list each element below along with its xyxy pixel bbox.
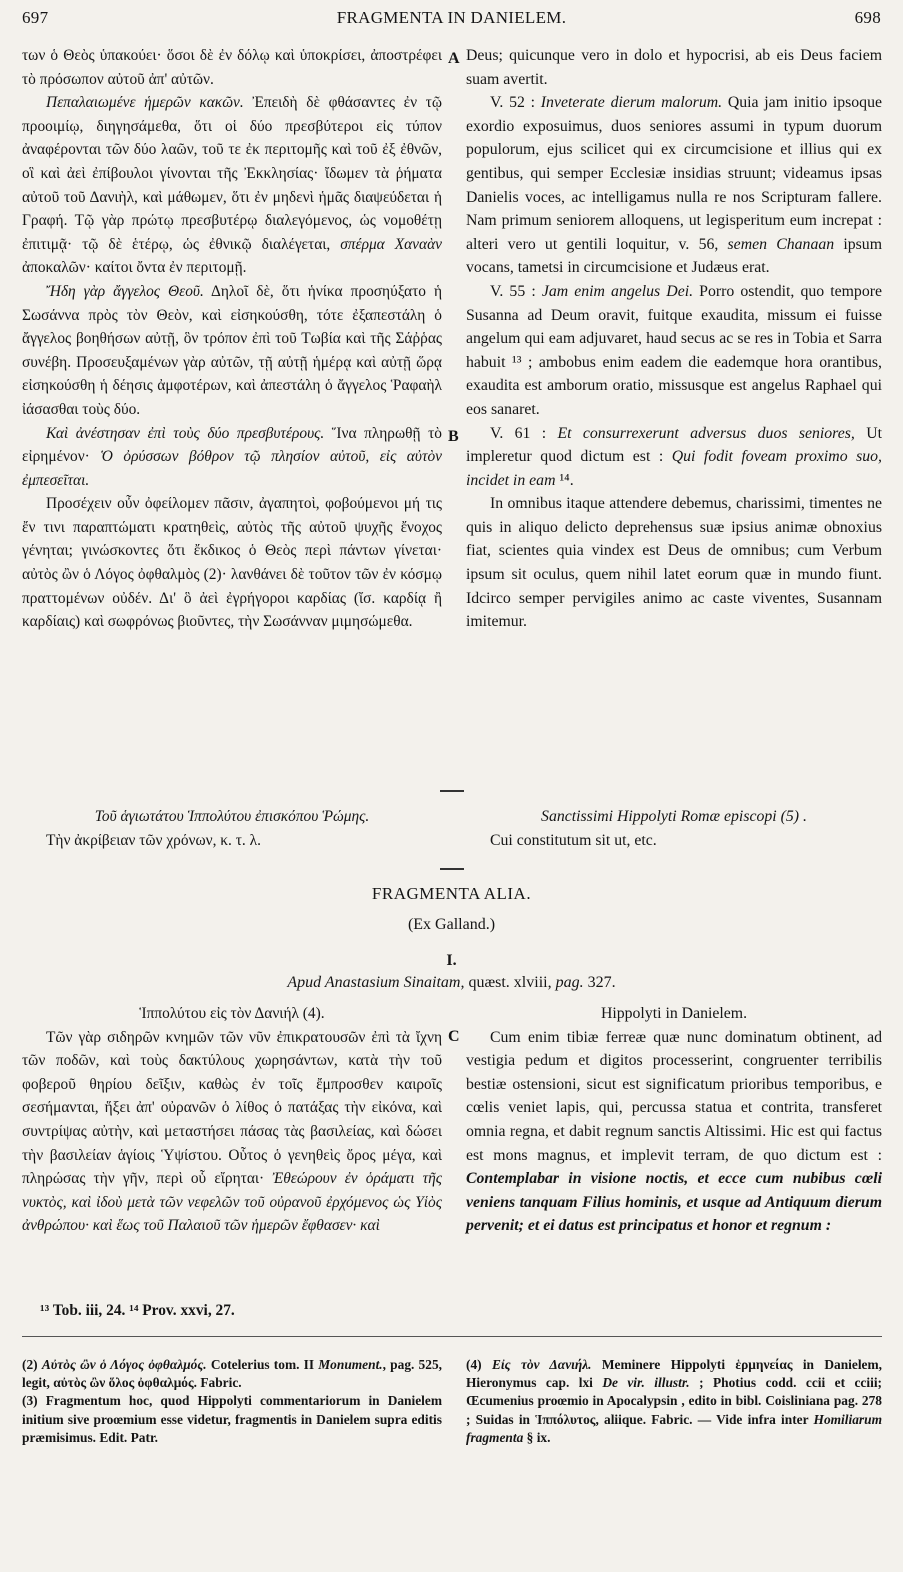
greek-column-fragment [22, 1002, 442, 1238]
margin-letter-b: B [448, 428, 459, 445]
latin-paragraph: V. 55 : Jam enim angelus Dei. Porro ostendit, quo tempore Susanna ad Deum oravit, fuitque exaudita, missum ei fuisse angelum qui eam adjuvaret, haud secus ac se res in Tobia et Sarra habuit ¹³ ; ambobus enim eadem die eademque hora orantibus, exaudita est amborum oratio, missusque est angelus Raphael qui eos sanaret. [466, 282, 882, 418]
hippolytus-title-greek: Τοῦ ἁγιωτάτου Ἱππολύτου ἐπισκόπου Ῥώμης. [94, 808, 370, 825]
hippolytus-latin [466, 805, 882, 852]
footnote-2: (2) Αὐτὸς ὢν ὁ Λόγος ὀφθαλμός. Cotelerius tom. II Monument., pag. 525, legit, αὐτὸς ὢν ὅλος ὀφθαλμός. Fabric. [22, 1357, 442, 1391]
separator-rule [440, 868, 464, 870]
greek-lemma: Καὶ ἀνέστησαν ἐπὶ τοὺς δύο πρεσβυτέρους. [46, 424, 325, 442]
footnotes-left [22, 1356, 442, 1447]
latin-paragraph: Cum enim tibiæ ferreæ quæ nunc dominatum obtinent, ad vestigia pedum et digitos processerint, congruenter terribilis bestiæ ostensioni, sicut est significatum prioribus temporibus, e cœlis veniet lapis, qui, percussa statua et contrita, transferet omnia regna, et dabit regnum sanctis Altissimi. Hic est qui factus est mons magnus, et implevit terram, de quo dictum est : Contemplabar in visione noctis, et ecce cum nubibus cœli veniens tanquam Filius hominis, et usque ad Antiquum dierum pervenit; et ei datus est principatus et honor et regnum : [466, 1028, 882, 1235]
latin-paragraph: In omnibus itaque attendere debemus, charissimi, timentes ne quis in aliquo delicto deprehensus suæ ipsius animæ obnoxius fiat, scientes quia vindex est Deus de omnibus; cum Verbum ipsum sit oculus, quem nihil latet eorum quæ in mundo fiunt. Idcirco semper pervigiles animo ac caste viventes, Susannam imitemur. [466, 495, 882, 631]
greek-lemma: Ἤδη γὰρ ἄγγελος Θεοῦ. [46, 282, 204, 300]
page-number-left: 697 [22, 8, 49, 27]
greek-paragraph: Τῶν γὰρ σιδηρῶν κνημῶν τῶν νῦν ἐπικρατουσῶν ἐπὶ τὰ ἴχνη τῶν ποδῶν, καὶ τοὺς δακτύλους χωρησάντων, κατὰ τὴν τοῦ φοβεροῦ θηρίου δεῖξιν, καθὼς ἐν τοῖς ἔμπροσθεν καιροῖς σεσήμανται, ἥξει ἀπ' οὐρανῶν ὁ λίθος ὁ πατάξας τὴν εἰκόνα, καὶ συντρίψας αὐτὴν, καὶ μεταστήσει πάσας τὰς βασιλείας, καὶ δώσει τὴν βασιλείαν ἁγίοις Ὑψίστου. Οὗτος ὁ γενηθεὶς ὄρος μέγα, καὶ πληρώσας τὴν γῆν, περὶ οὗ εἴρηται· Ἐθεώρουν ἐν ὁράματι τῆς νυκτὸς, καὶ ἰδοὺ μετὰ τῶν νεφελῶν τοῦ οὐρανοῦ ἐρχόμενος ὡς Υἱὸς ἀνθρώπου· καὶ ἕως τοῦ Παλαιοῦ τῶν ἡμερῶν ἔφθασεν· καὶ [22, 1028, 443, 1235]
latin-paragraph: V. 61 : Et consurrexerunt adversus duos seniores, Ut impleretur quod dictum est : Qui fodit foveam proximo suo, incidet in eam ¹⁴. [466, 424, 882, 489]
latin-column-top [466, 44, 882, 634]
hippolytus-subtitle-greek: Τὴν ἀκρίβειαν τῶν χρόνων, κ. τ. λ. [46, 831, 261, 849]
running-header [22, 8, 881, 32]
footnote-4: (4) Εἰς τὸν Δανιήλ. Meminere Hippolyti ἑρμηνείας in Danielem, Hieronymus cap. lxi De vir. illustr. ; Photius codd. ccii et cciii; Œcumenius proœmio in Apocalypsin , edito in bibl. Coisliniana pag. 278 ; Suidas in Ἱππόλυτος, aliique. Fabric. — Vide infra inter Homiliarum fragmenta § ix. [466, 1357, 882, 1445]
greek-paragraph: Καὶ ἀνέστησαν ἐπὶ τοὺς δύο πρεσβυτέρους. Ἵνα πληρωθῇ τὸ εἰρημένον· Ὁ ὀρύσσων βόθρον τῷ πλησίον αὐτοῦ, εἰς αὐτὸν ἐμπεσεῖται. [22, 424, 442, 489]
margin-letter-a: A [448, 50, 460, 67]
fragment-heading-latin: Hippolyti in Danielem. [600, 1005, 748, 1022]
footnote-rule [22, 1336, 882, 1337]
footnotes-right [466, 1356, 882, 1447]
fragment-source-line: Apud Anastasium Sinaitam, quæst. xlviii, pag. 327. [287, 974, 616, 991]
latin-lemma: Jam enim angelus Dei. [541, 282, 694, 300]
hippolytus-subtitle-latin: Cui constitutum sit ut, etc. [490, 831, 657, 849]
latin-paragraph: V. 52 : Inveterate dierum malorum. Quia jam initio ipsoque exordio exposuimus, duos seniores assumi in typum duorum populorum, ejus scilicet qui ex circumcisione et illius qui ex gentibus, qui semper Ecclesiæ insidias struunt; videamus ipsas Danielis voces, ac intelligamus nulla re nos Scripturam fallere. Nam primum seniorem alloquens, ut legisperitum eum increpat : alteri vero ut gentili loquitur, v. 56, semen Chanaan ipsum vocans, tametsi in circumcisione et Judæus erat. [466, 94, 882, 277]
section-source: (Ex Galland.) [407, 916, 496, 933]
hippolytus-greek [22, 805, 442, 852]
scripture-references: ¹³ Tob. iii, 24. ¹⁴ Prov. xxvi, 27. [40, 1302, 235, 1319]
latin-lemma: Inveterate dierum malorum. [540, 94, 723, 112]
footnote-3: (3) Fragmentum hoc, quod Hippolyti commentariorum in Danielem initium sive proœmium esse videtur, fragmentis in Danielem supra editis præmisimus. Edit. Patr. [22, 1393, 442, 1445]
running-title: FRAGMENTA IN DANIELEM. [336, 8, 567, 27]
fragment-number: I. [446, 952, 457, 969]
latin-column-fragment [466, 1002, 882, 1238]
fragment-heading-greek: Ἱππολύτου εἰς τὸν Δανιήλ (4). [139, 1005, 325, 1022]
section-title: FRAGMENTA ALIA. [371, 884, 532, 903]
latin-lemma: Et consurrexerunt adversus duos seniores, [557, 424, 855, 442]
greek-paragraph: Ἤδη γὰρ ἄγγελος Θεοῦ. Δηλοῖ δὲ, ὅτι ἡνίκα προσηύξατο ἡ Σωσάννα πρὸς τὸν Θεὸν, καὶ εἰσηκούσθη, τότε ἐξαπεστάλη ὁ ἄγγελος βοηθήσων αὐτῇ, ὃν τρόπον ἐπὶ τοῦ Τωβία καὶ τῆς Σάῤῥας συνέβη. Προσευξαμένων γὰρ αὐτῶν, τῇ αὐτῇ ἡμέρᾳ καὶ αὐτῇ ὥρᾳ εἰσηκούσθη ἡ δέησις ἀμφοτέρων, καὶ ἀπεστάλη ὁ ἄγγελος Ῥαφαὴλ ἰάσασθαι τοὺς δύο. [22, 282, 442, 418]
latin-paragraph: Deus; quicunque vero in dolo et hypocrisi, ab eis Deus faciem suam avertit. [466, 47, 882, 88]
greek-lemma: Πεπαλαιωμένε ἡμερῶν κακῶν. [46, 94, 244, 112]
greek-column-top [22, 44, 442, 634]
margin-letter-c: C [448, 1028, 460, 1045]
greek-paragraph: Πεπαλαιωμένε ἡμερῶν κακῶν. Ἐπειδὴ δὲ φθάσαντες ἐν τῷ προοιμίῳ, διηγησάμεθα, ὅτι οἱ δύο πρεσβύτεροι εἰς τύπον ἀναφέρονται τῶν δύο λαῶν, τοῦ τε ἐκ περιτομῆς καὶ τοῦ ἐξ ἐθνῶν, οἳ καὶ ἀεὶ ἐπίβουλοι γίνονται τῆς Ἐκκλησίας· ἴδωμεν τὰ ῥήματα αὐτοῦ τοῦ Δανιὴλ, καὶ μάθωμεν, ὅτι ἐν μηδενὶ ἡμᾶς διαψεύδεται ἡ Γραφή. Τῷ γὰρ πρώτῳ πρεσβυτέρῳ διαλεγόμενος, ὡς νομοθέτῃ ἐπιτιμᾷ· τῷ δὲ ἑτέρῳ, ὡς ἐθνικῷ διαλέγεται, σπέρμα Χαναὰν ἀποκαλῶν· καίτοι ὄντα ἐν περιτομῇ. [22, 94, 442, 277]
greek-paragraph: των ὁ Θεὸς ὑπακούει· ὅσοι δὲ ἐν δόλῳ καὶ ὑποκρίσει, ἀποστρέφει τὸ πρόσωπον αὐτοῦ ἀπ' αὐτῶν. [22, 47, 442, 88]
hippolytus-title-latin: Sanctissimi Hippolyti Romæ episcopi (5) . [541, 808, 807, 825]
greek-paragraph: Προσέχειν οὖν ὀφείλομεν πᾶσιν, ἀγαπητοὶ, φοβούμενοι μή τις ἔν τινι παραπτώματι κρατηθεὶς, αὐτὸς τῆς αὐτοῦ ψυχῆς ἔνοχος γένηται; γινώσκοντες ὅτι ἔκδικος ὁ Θεὸς περὶ πάντων γίνεται· αὐτὸς ὢν ὁ Λόγος ὀφθαλμὸς (2)· λανθάνει δὲ τοῦτον τῶν ἐν κόσμῳ πραττομένων οὐδέν. Δι' ὃ ἀεὶ ἐγρήγοροι καρδίας (ἴσ. καρδίᾳ ἢ καρδίαις) καὶ σωφρόνως βιοῦντες, τὴν Σωσάνναν μιμησώμεθα. [22, 495, 442, 631]
separator-rule [440, 790, 464, 792]
page-number-right: 698 [854, 8, 881, 27]
